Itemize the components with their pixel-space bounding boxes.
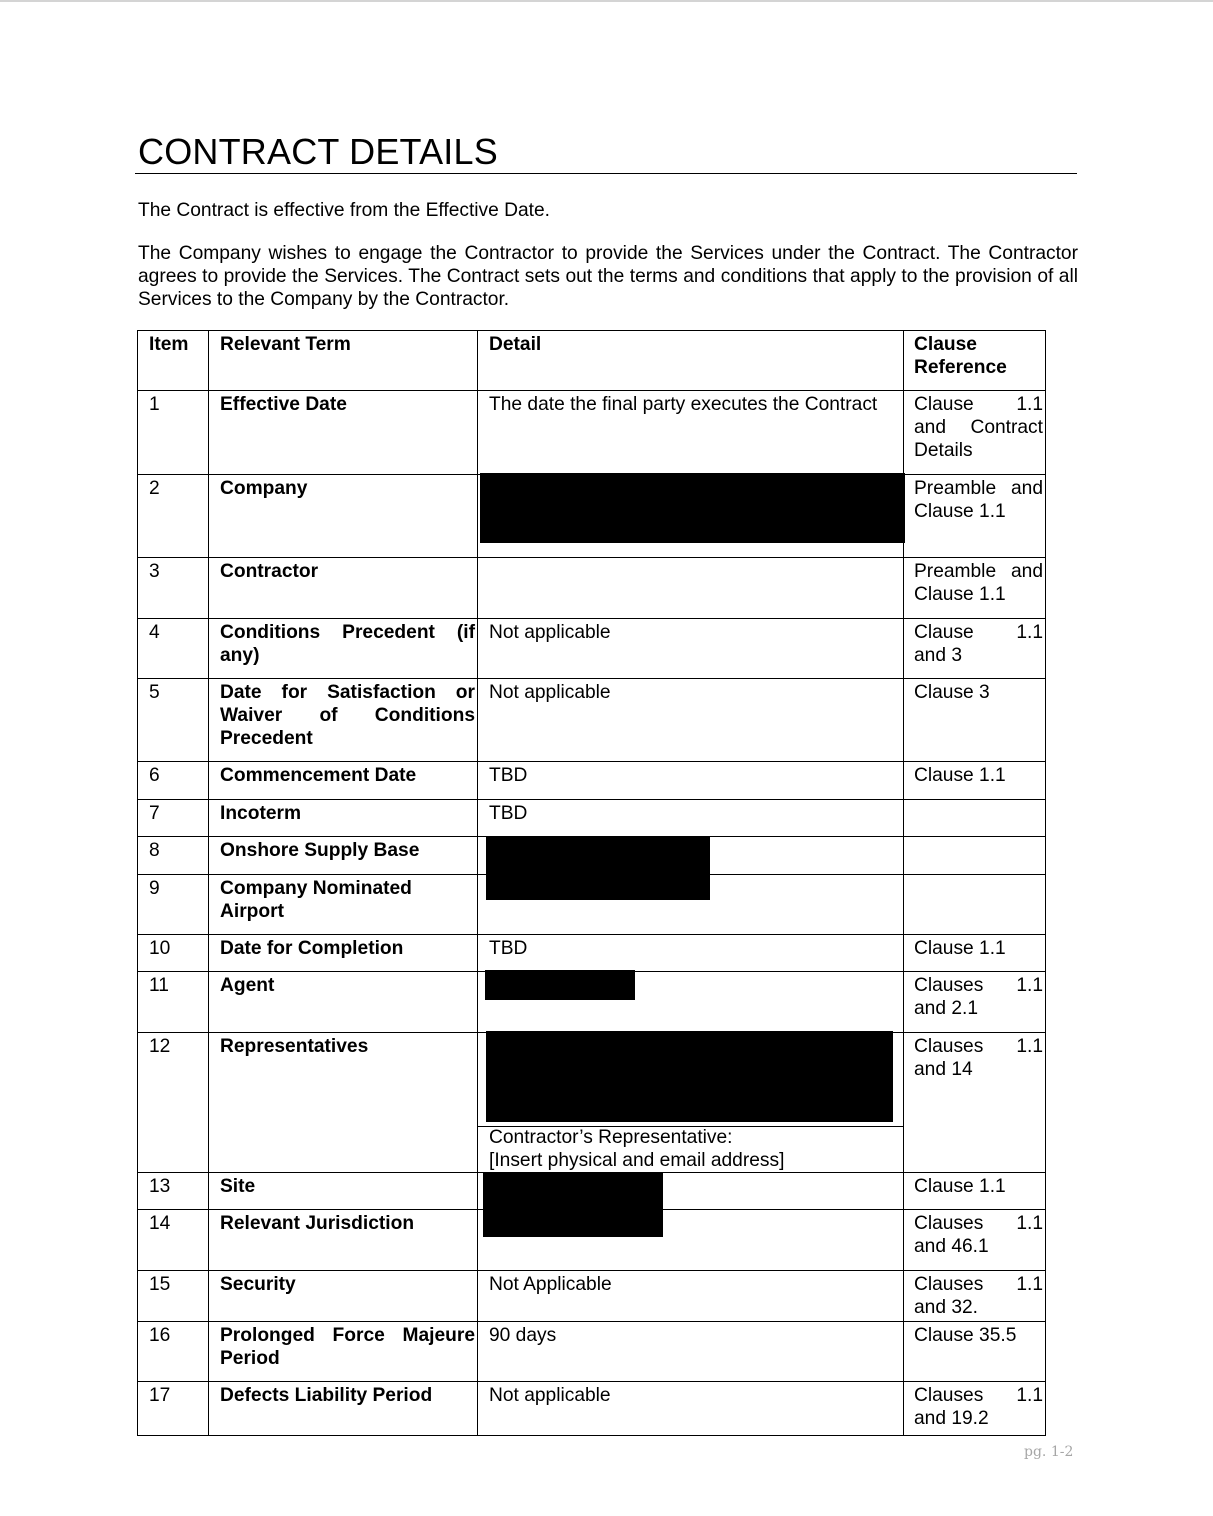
table-row	[138, 800, 1046, 837]
row-clause-reference: Clauses 1.1 and 2.1	[904, 972, 1046, 1033]
engagement-paragraph: The Company wishes to engage the Contractor to provide the Services under the Contract. The Contractor agrees to provide the Services. The Contract sets out the terms and conditions that apply to the provision of all Services to the Company by the Contractor.	[138, 243, 1078, 310]
row-item: 13	[138, 1173, 209, 1210]
row-item: 15	[138, 1271, 209, 1322]
row-clause-reference: Clause 3	[904, 679, 1046, 762]
title-underline	[135, 173, 1077, 174]
row-clause-reference: Clause 1.1	[904, 1173, 1046, 1210]
row-term: Representatives	[209, 1033, 478, 1173]
row-term: Incoterm	[209, 800, 478, 837]
redaction-block	[486, 1031, 893, 1122]
row-item: 8	[138, 837, 209, 875]
row-detail: The date the final party executes the Contract	[478, 391, 904, 475]
row-detail: TBD	[478, 762, 904, 800]
table-row	[138, 391, 1046, 475]
row-item: 14	[138, 1210, 209, 1271]
redaction-block	[486, 837, 710, 900]
intro-paragraph: The Contract is effective from the Effective Date.	[138, 200, 551, 221]
header-clause-reference: Clause Reference	[904, 331, 1046, 391]
page-number: pg. 1-2	[1024, 1444, 1074, 1460]
row-clause-reference: Clauses 1.1 and 32.	[904, 1271, 1046, 1322]
table-row	[138, 972, 1046, 1033]
row-term: Agent	[209, 972, 478, 1033]
redaction-block	[483, 1172, 663, 1237]
row-detail: TBD	[478, 800, 904, 837]
row-term: Prolonged Force Majeure Period	[209, 1322, 478, 1382]
row-detail	[478, 1173, 904, 1210]
row-clause-reference: Clause 1.1	[904, 762, 1046, 800]
table-row	[138, 1271, 1046, 1322]
row-item: 17	[138, 1382, 209, 1436]
header-item: Item	[138, 331, 209, 391]
row-detail	[478, 837, 904, 875]
row-item: 1	[138, 391, 209, 475]
row-term: Defects Liability Period	[209, 1382, 478, 1436]
row-detail: Not applicable	[478, 619, 904, 679]
row-item: 5	[138, 679, 209, 762]
table-row	[138, 837, 1046, 875]
row-term: Company Nominated Airport	[209, 875, 478, 935]
row-term: Relevant Jurisdiction	[209, 1210, 478, 1271]
row-item: 2	[138, 475, 209, 558]
row-item: 4	[138, 619, 209, 679]
table-header-row	[138, 331, 1046, 391]
row-clause-reference: Clauses 1.1 and 14	[904, 1033, 1046, 1173]
row-clause-reference	[904, 800, 1046, 837]
row-item: 16	[138, 1322, 209, 1382]
row-term: Conditions Precedent (if any)	[209, 619, 478, 679]
row-item: 11	[138, 972, 209, 1033]
row-term: Date for Completion	[209, 935, 478, 972]
row-term: Security	[209, 1271, 478, 1322]
table-row	[138, 762, 1046, 800]
table-row	[138, 1033, 1046, 1173]
row-clause-reference	[904, 875, 1046, 935]
row-detail: TBD	[478, 935, 904, 972]
row-term: Date for Satisfaction or Waiver of Conditions Precedent	[209, 679, 478, 762]
row-item: 6	[138, 762, 209, 800]
row-term: Onshore Supply Base	[209, 837, 478, 875]
table-row	[138, 679, 1046, 762]
top-border	[0, 0, 1213, 2]
row-clause-reference: Clause 1.1 and 3	[904, 619, 1046, 679]
row-detail: Not Applicable	[478, 1271, 904, 1322]
row-clause-reference: Preamble and Clause 1.1	[904, 558, 1046, 619]
row-detail	[478, 1033, 904, 1173]
row-item: 9	[138, 875, 209, 935]
contract-details-table	[137, 330, 1046, 1436]
table-row	[138, 475, 1046, 558]
row-term: Site	[209, 1173, 478, 1210]
row-clause-reference: Clauses 1.1 and 46.1	[904, 1210, 1046, 1271]
redaction-block	[485, 970, 635, 1000]
row-clause-reference: Clause 1.1 and Contract Details	[904, 391, 1046, 475]
row-detail: Not applicable	[478, 1382, 904, 1436]
row-clause-reference: Clause 35.5	[904, 1322, 1046, 1382]
contractor-representative-address: [Insert physical and email address]	[489, 1150, 785, 1171]
row-clause-reference	[904, 837, 1046, 875]
table-row	[138, 558, 1046, 619]
row-item: 10	[138, 935, 209, 972]
row-detail	[478, 972, 904, 1033]
contractor-representative-text	[489, 1126, 784, 1172]
redaction-block	[480, 473, 905, 543]
row-clause-reference: Clause 1.1	[904, 935, 1046, 972]
contractor-representative-label: Contractor’s Representative:	[489, 1127, 733, 1148]
row-detail: Not applicable	[478, 679, 904, 762]
row-term: Company	[209, 475, 478, 558]
table-row	[138, 1382, 1046, 1436]
row-term: Effective Date	[209, 391, 478, 475]
header-detail: Detail	[478, 331, 904, 391]
row-term: Contractor	[209, 558, 478, 619]
row-clause-reference: Preamble and Clause 1.1	[904, 475, 1046, 558]
header-relevant-term: Relevant Term	[209, 331, 478, 391]
row-detail: 90 days	[478, 1322, 904, 1382]
row-term: Commencement Date	[209, 762, 478, 800]
row-item: 12	[138, 1033, 209, 1173]
page-title: CONTRACT DETAILS	[138, 131, 498, 172]
row-clause-reference: Clauses 1.1 and 19.2	[904, 1382, 1046, 1436]
table-row	[138, 1173, 1046, 1210]
table-row	[138, 935, 1046, 972]
row-item: 3	[138, 558, 209, 619]
table-row	[138, 619, 1046, 679]
row-detail	[478, 475, 904, 558]
table-row	[138, 1322, 1046, 1382]
row-detail	[478, 558, 904, 619]
row-item: 7	[138, 800, 209, 837]
